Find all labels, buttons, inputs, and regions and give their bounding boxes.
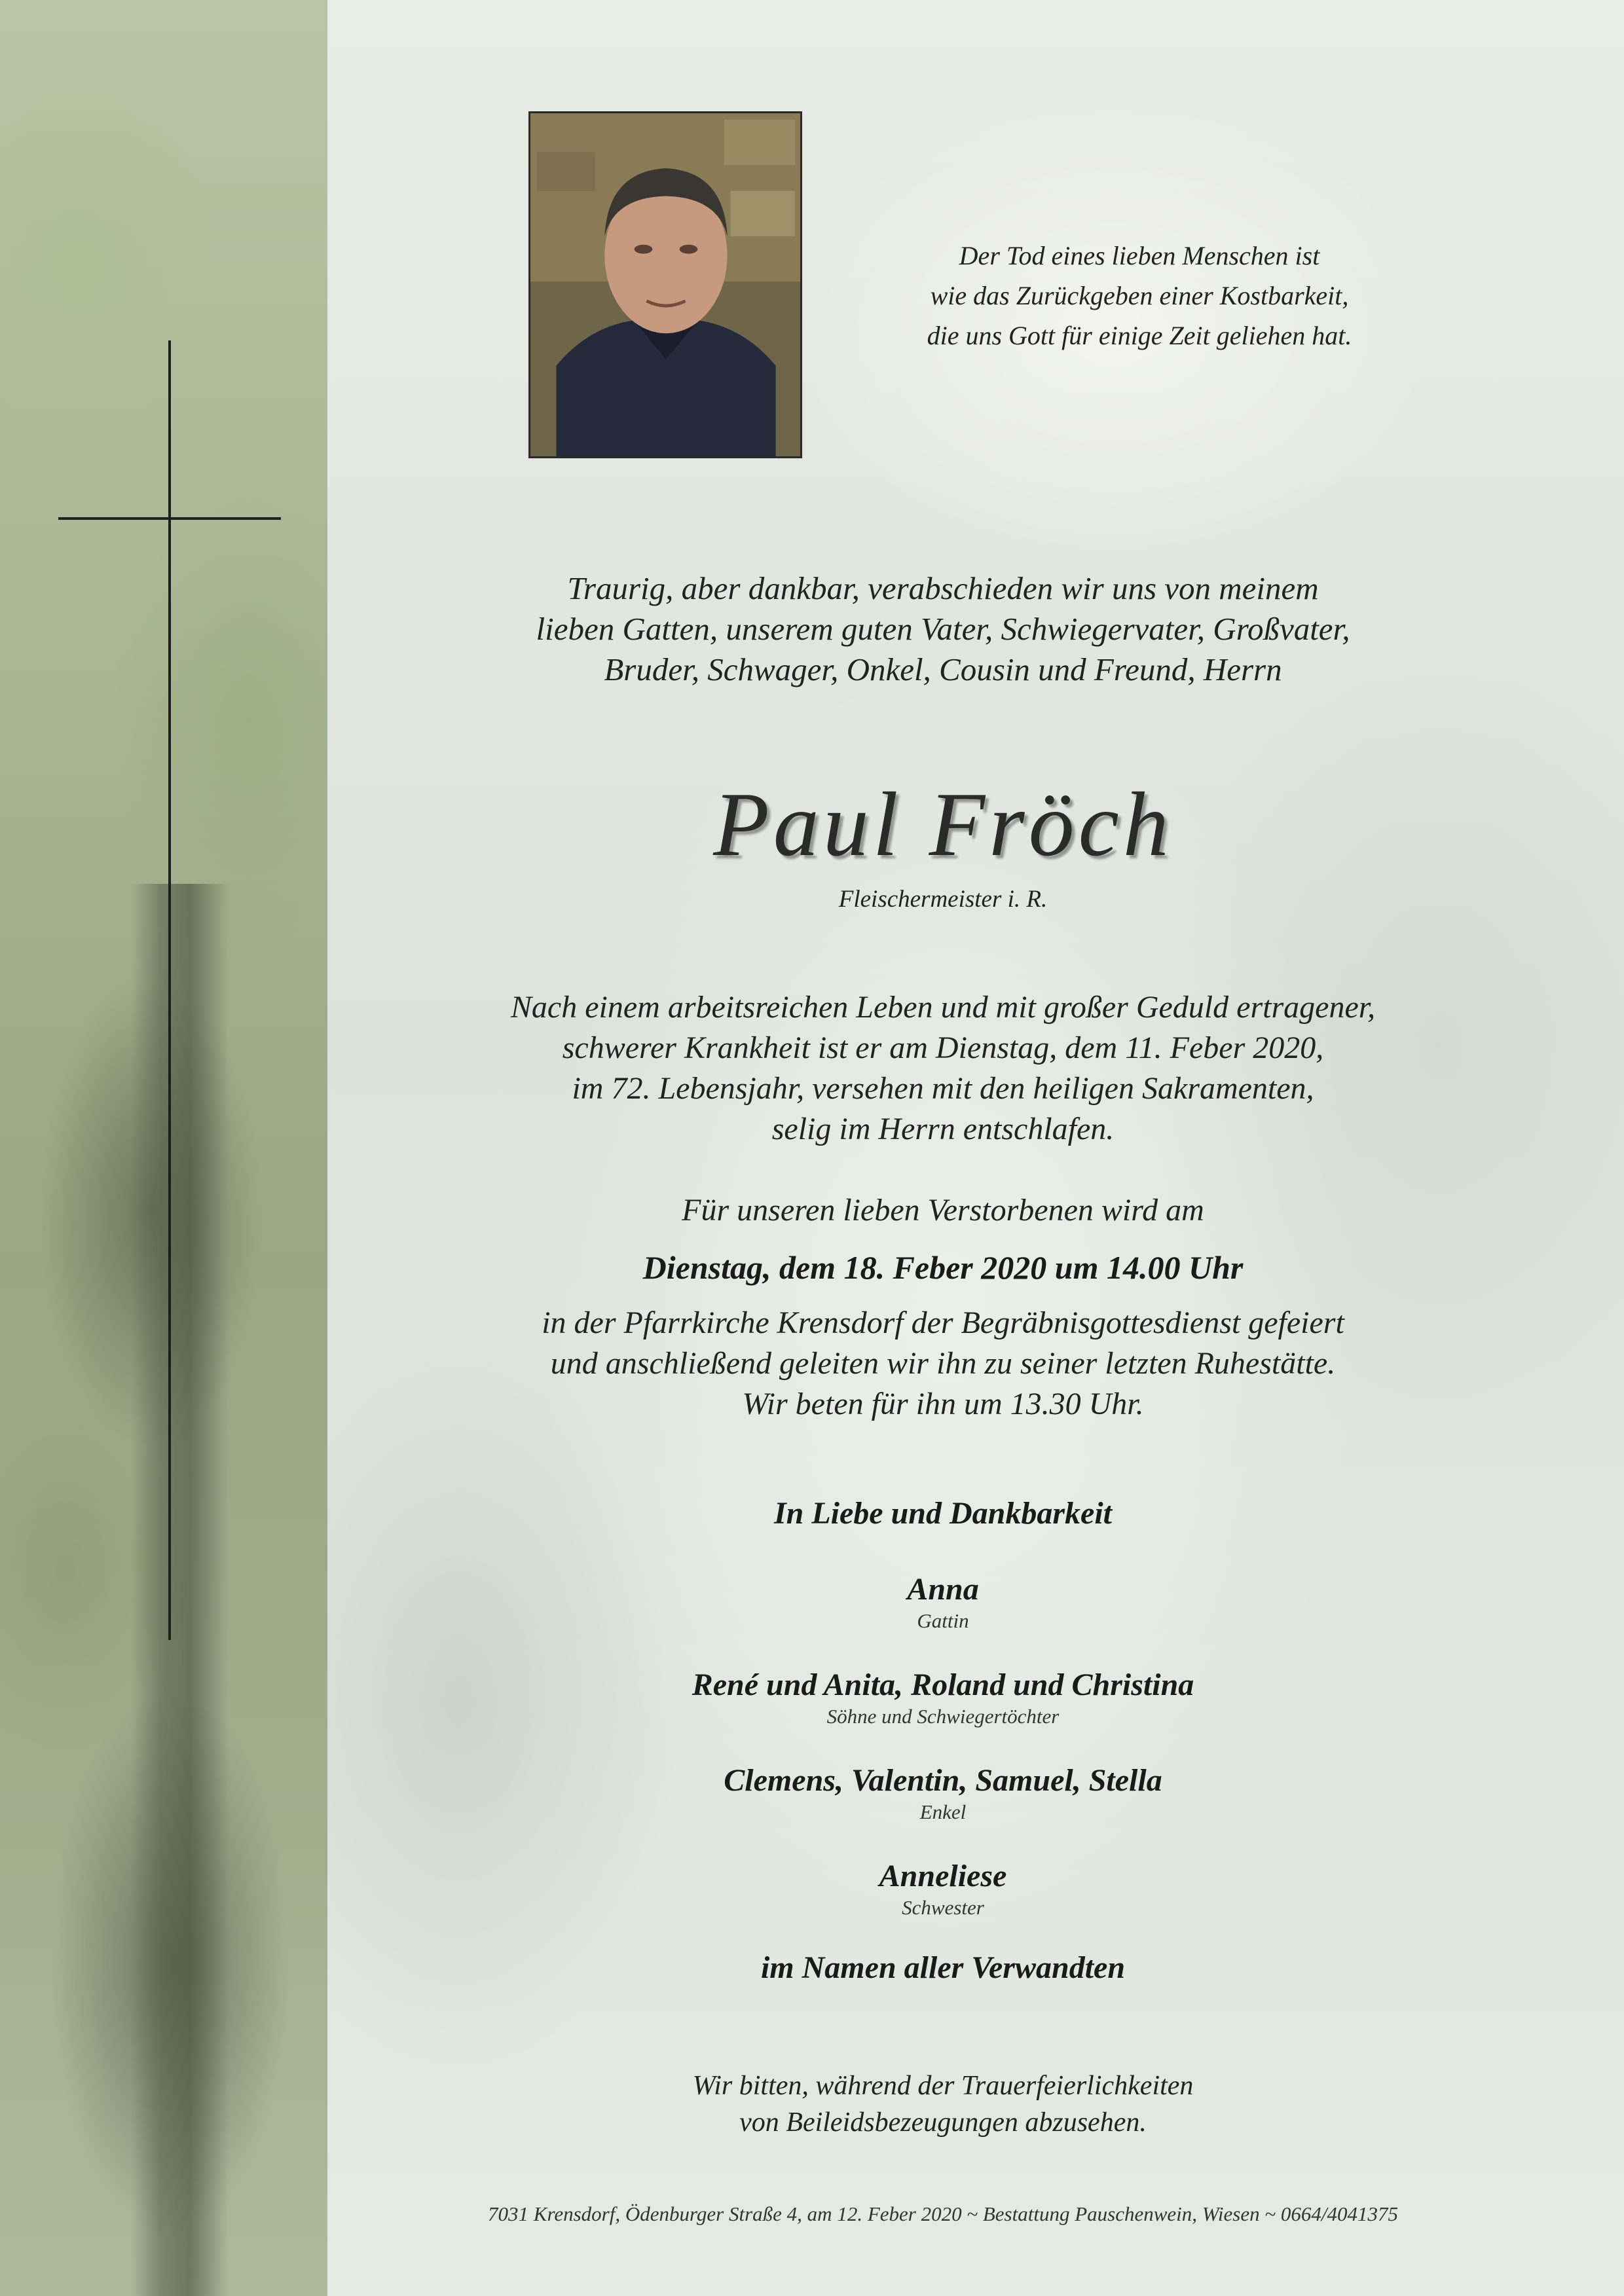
cross-horizontal-bar (58, 517, 281, 520)
mourner-names: René und Anita, Roland und Christina (692, 1667, 1194, 1702)
death-notice-text (367, 987, 1519, 1150)
mourner-relation: Söhne und Schwiegertöchter (826, 1705, 1060, 1728)
service-line: und anschließend geleiten wir ihn zu seiner letzten Ruhestätte. (550, 1346, 1336, 1381)
mourners-list (367, 1494, 1519, 1988)
notice-line: schwerer Krankheit ist er am Dienstag, dem 11. Feber 2020, (562, 1030, 1324, 1065)
mourners-heading: In Liebe und Dankbarkeit (773, 1496, 1113, 1531)
mourners-closing: im Namen aller Verwandten (760, 1950, 1126, 1985)
footer-address-line: 7031 Krensdorf, Ödenburger Straße 4, am 12. Feber 2020 ~ Bestattung Pauschenwein, Wiesen ~ 0664/4041375 (488, 2202, 1398, 2225)
condolence-request (367, 2068, 1519, 2141)
mourner-group (367, 1570, 1519, 1633)
mourner-names: Anna (907, 1572, 979, 1607)
quote-line: die uns Gott für einige Zeit geliehen hat. (927, 321, 1352, 350)
deceased-portrait-photo (528, 111, 802, 458)
mourner-relation: Enkel (919, 1800, 967, 1823)
service-line: Wir beten für ihn um 13.30 Uhr. (742, 1387, 1144, 1421)
mourner-names: Clemens, Valentin, Samuel, Stella (724, 1763, 1162, 1798)
funeral-announcement: Für unseren lieben Verstorbenen wird am (682, 1193, 1204, 1228)
service-line: in der Pfarrkirche Krensdorf der Begräbnisgottesdienst gefeiert (542, 1305, 1344, 1340)
memorial-quote (845, 236, 1434, 355)
mourner-group (367, 1857, 1519, 1920)
intro-line: Traurig, aber dankbar, verabschieden wir uns von meinem (567, 570, 1319, 606)
mourner-group (367, 1761, 1519, 1824)
quote-line: wie das Zurückgeben einer Kostbarkeit, (930, 281, 1349, 310)
quote-line: Der Tod eines lieben Menschen ist (959, 241, 1320, 270)
mourner-names: Anneliese (879, 1859, 1007, 1893)
notice-line: im 72. Lebensjahr, versehen mit den heiligen Sakramenten, (572, 1071, 1314, 1106)
notice-line: selig im Herrn entschlafen. (771, 1112, 1115, 1146)
farewell-intro (367, 568, 1519, 690)
funeral-service-details (367, 1303, 1519, 1425)
mourner-relation: Gattin (917, 1609, 969, 1632)
funeral-date: Dienstag, dem 18. Feber 2020 um 14.00 Uhr (642, 1249, 1244, 1286)
tree-trunk-decoration (131, 884, 229, 2296)
deceased-name: Paul Fröch (713, 774, 1173, 875)
deceased-occupation: Fleischermeister i. R. (838, 886, 1048, 913)
intro-line: Bruder, Schwager, Onkel, Cousin und Freund, Herrn (604, 651, 1282, 687)
cross-vertical-bar (168, 340, 171, 1640)
request-line: Wir bitten, während der Trauerfeierlichkeiten (692, 2071, 1194, 2101)
mourner-group (367, 1666, 1519, 1728)
notice-line: Nach einem arbeitsreichen Leben und mit großer Geduld ertragener, (510, 990, 1376, 1025)
request-line: von Beileidsbezeugungen abzusehen. (739, 2107, 1147, 2138)
intro-line: lieben Gatten, unserem guten Vater, Schwiegervater, Großvater, (536, 611, 1350, 647)
mourner-relation: Schwester (902, 1896, 984, 1919)
